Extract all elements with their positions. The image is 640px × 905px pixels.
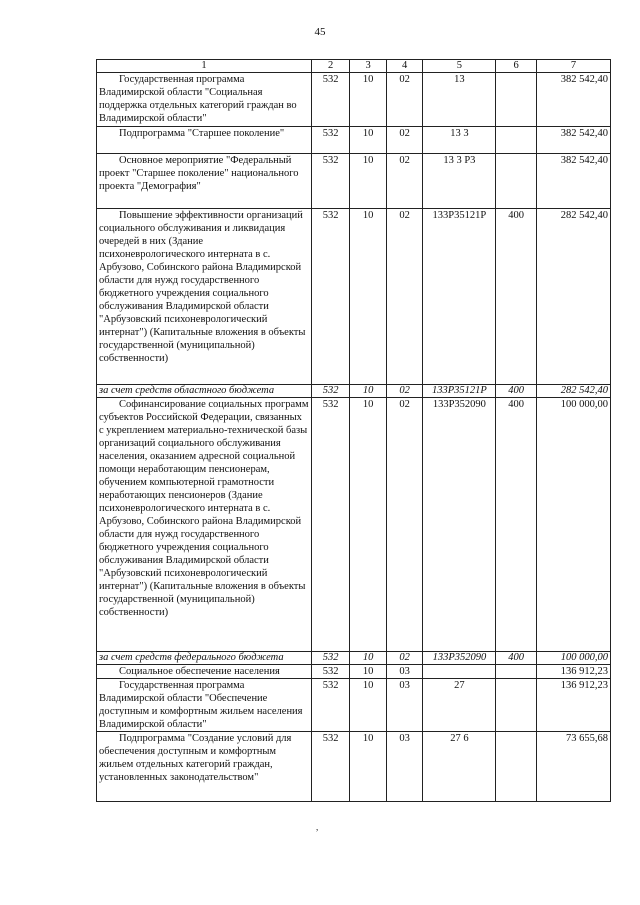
row-cell: [496, 679, 537, 732]
row-name-cell: [97, 398, 312, 652]
row-name-cell: [97, 127, 312, 154]
column-header: 2: [311, 60, 350, 73]
row-name-cell: [97, 154, 312, 209]
row-cell: 02: [386, 209, 422, 385]
row-name: Социальное обеспечение населения: [119, 666, 280, 677]
table-row-source: [97, 652, 611, 665]
row-cell: 10: [350, 73, 386, 127]
row-name-cell: [97, 665, 312, 679]
row-amount: 282 542,40: [536, 209, 610, 385]
row-cell: 400: [496, 652, 537, 665]
table-row: [97, 127, 611, 154]
row-cell: 13: [423, 73, 496, 127]
row-cell: 02: [386, 154, 422, 209]
row-cell: 10: [350, 154, 386, 209]
row-cell: 02: [386, 73, 422, 127]
row-cell: 10: [350, 679, 386, 732]
table-header-row: [97, 60, 611, 73]
page-mark: ,: [316, 822, 319, 832]
table-row: [97, 209, 611, 385]
row-cell: 10: [350, 209, 386, 385]
row-cell: 133P35121P: [423, 209, 496, 385]
column-header: 1: [97, 60, 312, 73]
row-amount: 282 542,40: [536, 385, 610, 398]
row-cell: 532: [311, 679, 350, 732]
row-cell: 10: [350, 665, 386, 679]
row-name: Государственная программа Владимирской области "Социальная поддержка отдельных категорий граждан во Владимирской области": [99, 74, 297, 124]
table-row: [97, 679, 611, 732]
column-header: 6: [496, 60, 537, 73]
row-amount: 382 542,40: [536, 73, 610, 127]
row-cell: 133P352090: [423, 398, 496, 652]
table-row: [97, 665, 611, 679]
row-name: Подпрограмма "Создание условий для обеспечения доступным и комфортным жильем отдельных категорий граждан, установленных законодательством": [99, 733, 292, 783]
row-cell: 02: [386, 398, 422, 652]
row-name: Государственная программа Владимирской области "Обеспечение доступным и комфортным жильем населения Владимирской области": [99, 680, 303, 730]
table-row: [97, 154, 611, 209]
row-cell: 10: [350, 732, 386, 802]
row-cell: 03: [386, 665, 422, 679]
row-cell: 400: [496, 385, 537, 398]
row-cell: 400: [496, 398, 537, 652]
row-name-cell: [97, 732, 312, 802]
row-cell: 10: [350, 398, 386, 652]
row-cell: 532: [311, 385, 350, 398]
row-cell: [496, 154, 537, 209]
row-cell: 532: [311, 652, 350, 665]
row-amount: 73 655,68: [536, 732, 610, 802]
row-cell: 02: [386, 127, 422, 154]
row-name: за счет средств федерального бюджета: [97, 652, 312, 665]
row-cell: 02: [386, 385, 422, 398]
row-name: Основное мероприятие "Федеральный проект "Старшее поколение" национального проекта "Демография": [99, 155, 299, 192]
row-cell: 532: [311, 127, 350, 154]
row-name-cell: [97, 679, 312, 732]
budget-table: [96, 59, 611, 802]
row-cell: 400: [496, 209, 537, 385]
row-cell: 10: [350, 652, 386, 665]
column-header: 4: [386, 60, 422, 73]
row-cell: 03: [386, 732, 422, 802]
row-cell: [496, 665, 537, 679]
row-cell: [423, 665, 496, 679]
table-row-source: [97, 385, 611, 398]
row-amount: 136 912,23: [536, 679, 610, 732]
table-row: [97, 398, 611, 652]
row-name: Подпрограмма "Старшее поколение": [119, 128, 285, 139]
row-name: Повышение эффективности организаций социального обслуживания и ликвидация очередей в них (Здание психоневрологического интерната в с. Арбузово, Собинского района Владимирской области для нужд государственного бюджетного учреждения социального обслуживания Владимирской области "Арбузовский психоневрологический интернат") (Капитальные вложения в объекты государственной (муниципальной) собственности): [99, 210, 306, 364]
row-cell: 133P352090: [423, 652, 496, 665]
row-amount: 136 912,23: [536, 665, 610, 679]
column-header: 7: [536, 60, 610, 73]
row-cell: 27: [423, 679, 496, 732]
row-amount: 100 000,00: [536, 398, 610, 652]
row-cell: [496, 732, 537, 802]
row-cell: 27 6: [423, 732, 496, 802]
row-cell: [496, 73, 537, 127]
row-cell: 13 3 P3: [423, 154, 496, 209]
row-name: за счет средств областного бюджета: [97, 385, 312, 398]
table-row: [97, 732, 611, 802]
row-cell: 10: [350, 385, 386, 398]
row-cell: 532: [311, 209, 350, 385]
row-cell: 532: [311, 732, 350, 802]
row-name-cell: [97, 73, 312, 127]
row-cell: 532: [311, 398, 350, 652]
row-amount: 382 542,40: [536, 154, 610, 209]
row-cell: [496, 127, 537, 154]
row-cell: 133P35121P: [423, 385, 496, 398]
row-cell: 532: [311, 665, 350, 679]
row-amount: 382 542,40: [536, 127, 610, 154]
row-cell: 02: [386, 652, 422, 665]
row-cell: 03: [386, 679, 422, 732]
row-name: Софинансирование социальных программ субъектов Российской Федерации, связанных с укреплением материально-технической базы организаций социального обслуживания населения, оказанием адресной социальной помощи неработающим пенсионерам, обучением компьютерной грамотности неработающих пенсионеров (Здание психоневрологического интерната в с. Арбузово, Собинского района Владимирской области для нужд государственного бюджетного учреждения социального обслуживания Владимирской области "Арбузовский психоневрологический интернат") (Капитальные вложения в объекты государственной (муниципальной) собственности): [99, 399, 309, 618]
row-cell: 10: [350, 127, 386, 154]
row-cell: 532: [311, 154, 350, 209]
row-name-cell: [97, 209, 312, 385]
row-cell: 13 3: [423, 127, 496, 154]
page-number: 45: [314, 26, 326, 38]
column-header: 3: [350, 60, 386, 73]
column-header: 5: [423, 60, 496, 73]
table-row: [97, 73, 611, 127]
row-cell: 532: [311, 73, 350, 127]
row-amount: 100 000,00: [536, 652, 610, 665]
